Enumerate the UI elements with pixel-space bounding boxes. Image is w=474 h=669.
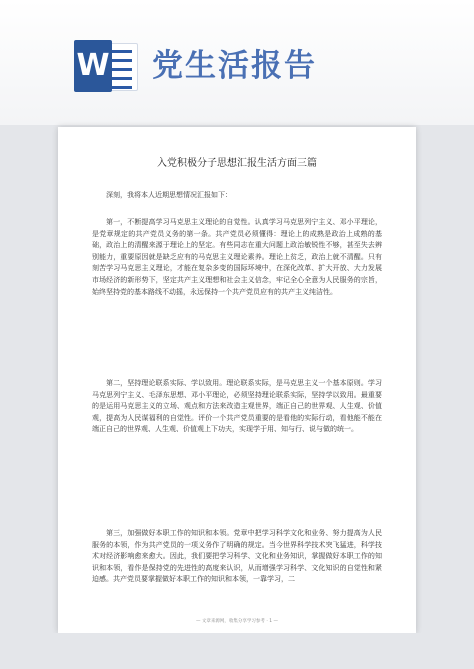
word-app-icon <box>74 40 136 92</box>
document-paragraph-2: 第二，坚持理论联系实际、学以致用。理论联系实际，是马克思主义一个基本原则。学习马克思列宁主义、毛泽东思想、邓小平理论，必须坚持理论联系实际，坚持学以致用。最重要的是运用马克思主义的立场、观点和方法来改造主观世界，端正自己的世界观、人生观、价值观，提高为人民谋福利的自觉性。评价一个共产党员重要的是看他的实际行动，看他能不能在端正自己的世界观、人生观、价值观上下功夫，实现学于用、知与行、说与做的统一。 <box>92 379 382 434</box>
background-bottom <box>0 633 474 669</box>
document-page <box>58 127 416 633</box>
document-paragraph-1: 第一，不断提高学习马克思主义理论的自觉性。认真学习马克思列宁主义、邓小平理论，是党章规定的共产党员义务的第一条。共产党员必须懂得：理论上的成熟是政治上成熟的基础，政治上的清醒来源于理论上的坚定。有些同志在重大问题上政治敏锐性不够，甚至失去辨别能力，重要原因就是缺乏应有的马克思主义理论素养。理论上贫乏，政治上就不清醒。只有刻苦学习马克思主义理论，才能在复杂多变的国际环境中，在深化改革、扩大开放、大力发展市场经济的新形势下，坚定共产主义理想和社会主义信念，牢记全心全意为人民服务的宗旨，始终坚持党的基本路线不动摇，永远保持一个共产党员应有的共产主义纯洁性。 <box>92 218 382 296</box>
document-greeting: 深刻，我将本人近期思想情况汇报如下： <box>106 191 232 199</box>
word-letter-icon: W <box>74 40 112 92</box>
banner-title: 党生活报告 <box>152 48 317 84</box>
document-paragraph-3: 第三，加强做好本职工作的知识和本领。党章中把学习科学文化和业务、努力提高为人民服务的本领，作为共产党员的一项义务作了明确的规定。当今世界科学技术突飞猛进，科学技术对经济影响愈来愈大。因此，我们要把学习科学、文化和业务知识，掌握做好本职工作的知识和本领，看作是保持党的先进性的高度来认识，从而增强学习科学、文化知识的自觉性和紧迫感。共产党员要掌握做好本职工作的知识和本领，一靠学习，二 <box>92 529 382 584</box>
banner <box>0 0 474 125</box>
document-footer: — 文章来源网，收集分享学习参考 · 1 — <box>195 619 278 624</box>
document-title: 入党积极分子思想汇报生活方面三篇 <box>157 158 317 169</box>
